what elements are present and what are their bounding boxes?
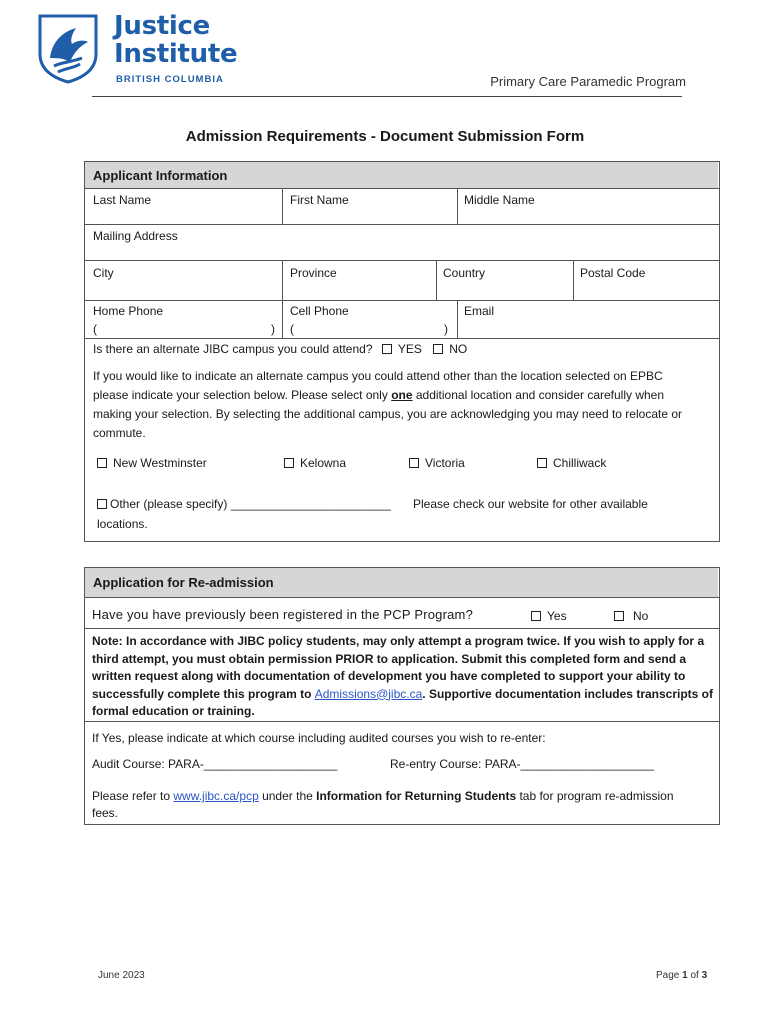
logo-text-institute: Institute bbox=[114, 39, 238, 69]
campus-option-new-westminster[interactable] bbox=[97, 456, 207, 470]
note-line: formal education or training. bbox=[92, 704, 255, 718]
yes-label: YES bbox=[397, 342, 422, 356]
campus-option-chilliwack[interactable] bbox=[537, 456, 606, 470]
refer-text bbox=[92, 788, 712, 822]
cell-phone-open-paren: ( bbox=[290, 322, 294, 336]
page-total: 3 bbox=[701, 970, 708, 981]
instruction-line: making your selection. By selecting the additional campus, you are acknowledging you may need to relocate or bbox=[93, 407, 683, 421]
divider bbox=[85, 721, 719, 722]
postal-code-field[interactable]: Postal Code bbox=[580, 266, 646, 280]
readmission-yes-option[interactable] bbox=[531, 609, 567, 623]
cell-phone-field[interactable]: Cell Phone bbox=[290, 304, 349, 318]
city-field[interactable]: City bbox=[93, 266, 114, 280]
note-line: written request along with documentation of development you have completed to support your ability to bbox=[92, 669, 686, 683]
course-question: If Yes, please indicate at which course including audited courses you wish to re-enter: bbox=[92, 731, 546, 745]
yes-label: Yes bbox=[547, 609, 567, 623]
admissions-email-link[interactable]: Admissions@jibc.ca bbox=[314, 686, 423, 701]
checkbox-icon[interactable] bbox=[97, 458, 107, 468]
checkbox-icon[interactable] bbox=[531, 611, 541, 621]
page-title: Admission Requirements - Document Submission Form bbox=[185, 128, 585, 145]
last-name-field[interactable]: Last Name bbox=[93, 193, 152, 207]
checkbox-icon[interactable] bbox=[284, 458, 294, 468]
refer-text-part: Please refer to bbox=[92, 789, 174, 803]
instruction-line bbox=[93, 386, 713, 405]
instruction-text: please indicate your selection below. Please select only bbox=[93, 388, 392, 402]
divider bbox=[85, 338, 719, 339]
readmission-question: Have you have previously been registered in the PCP Program? bbox=[92, 607, 474, 622]
campus-option-kelowna[interactable] bbox=[284, 456, 346, 470]
home-phone-close-paren: ) bbox=[271, 322, 275, 336]
instruction-line: If you would like to indicate an alternate campus you could attend other than the location selected on EPBC bbox=[93, 369, 663, 383]
country-field[interactable]: Country bbox=[443, 266, 486, 280]
refer-text-part: under the bbox=[258, 789, 317, 803]
policy-note bbox=[92, 633, 714, 721]
header-divider bbox=[92, 96, 682, 97]
divider bbox=[85, 300, 719, 301]
campus-label: Chilliwack bbox=[553, 456, 607, 470]
page-number bbox=[656, 970, 707, 981]
page-prefix: Page bbox=[656, 970, 683, 981]
other-note-line2: locations. bbox=[97, 517, 148, 531]
divider bbox=[85, 224, 719, 225]
mailing-address-field[interactable]: Mailing Address bbox=[93, 229, 178, 243]
note-text: . Supportive documentation includes transcripts of bbox=[422, 686, 713, 701]
divider bbox=[85, 260, 719, 261]
checkbox-icon[interactable] bbox=[97, 499, 107, 509]
divider bbox=[85, 188, 719, 189]
reentry-course-field[interactable]: Re-entry Course: PARA-____________________ bbox=[390, 757, 654, 771]
divider bbox=[85, 597, 719, 598]
instruction-line: commute. bbox=[93, 426, 146, 440]
note-text: successfully complete this program to bbox=[92, 686, 315, 701]
checkbox-icon[interactable] bbox=[409, 458, 419, 468]
home-phone-field[interactable]: Home Phone bbox=[93, 304, 164, 318]
program-name: Primary Care Paramedic Program bbox=[490, 74, 686, 89]
page-of: of bbox=[687, 970, 702, 981]
cell-phone-close-paren: ) bbox=[444, 322, 448, 336]
pcp-website-link[interactable]: www.jibc.ca/pcp bbox=[173, 789, 259, 803]
no-checkbox[interactable] bbox=[433, 344, 443, 354]
instruction-text: additional location and consider carefully when bbox=[412, 388, 665, 402]
no-label: No bbox=[633, 609, 649, 623]
refer-line: fees. bbox=[92, 806, 119, 820]
campus-option-victoria[interactable] bbox=[409, 456, 465, 470]
question-text: Is there an alternate JIBC campus you could attend? bbox=[93, 342, 373, 356]
page-current: 1 bbox=[682, 970, 688, 981]
other-label: Other (please specify) ________________________ bbox=[110, 497, 391, 511]
divider bbox=[457, 188, 458, 224]
yes-checkbox[interactable] bbox=[382, 344, 392, 354]
audit-course-field[interactable]: Audit Course: PARA-____________________ bbox=[92, 757, 338, 771]
note-line: Note: In accordance with JIBC policy students, may only attempt a program twice. If you wish to apply for a bbox=[92, 634, 705, 648]
province-field[interactable]: Province bbox=[290, 266, 337, 280]
other-note: Please check our website for other available bbox=[413, 497, 648, 511]
alt-campus-instructions bbox=[93, 367, 713, 443]
jibc-logo-icon bbox=[36, 14, 100, 84]
logo-text-bc: BRITISH COLUMBIA bbox=[116, 74, 224, 85]
divider bbox=[282, 260, 283, 300]
logo-text-justice: Justice bbox=[114, 11, 210, 41]
divider bbox=[573, 260, 574, 300]
note-line: third attempt, you must obtain permission PRIOR to application. Submit this completed form and send a bbox=[92, 651, 687, 666]
alt-campus-question bbox=[93, 342, 467, 356]
middle-name-field[interactable]: Middle Name bbox=[464, 193, 535, 207]
no-label: NO bbox=[449, 342, 468, 356]
first-name-field[interactable]: First Name bbox=[290, 193, 349, 207]
section-title: Application for Re-admission bbox=[93, 575, 274, 590]
returning-students-emphasis: Information for Returning Students bbox=[316, 789, 517, 803]
emphasis-one: one bbox=[391, 388, 413, 402]
divider bbox=[457, 300, 458, 338]
refer-text-part: tab for program re-admission bbox=[516, 789, 674, 803]
divider bbox=[282, 300, 283, 338]
refer-line bbox=[92, 788, 712, 805]
home-phone-open-paren: ( bbox=[93, 322, 97, 336]
footer-date: June 2023 bbox=[98, 970, 145, 981]
section-title: Applicant Information bbox=[93, 168, 228, 183]
campus-option-other[interactable] bbox=[97, 497, 391, 511]
campus-label: Kelowna bbox=[300, 456, 347, 470]
campus-label: Victoria bbox=[425, 456, 465, 470]
divider bbox=[85, 628, 719, 629]
campus-label: New Westminster bbox=[113, 456, 207, 470]
divider bbox=[282, 188, 283, 224]
checkbox-icon[interactable] bbox=[614, 611, 624, 621]
divider bbox=[436, 260, 437, 300]
readmission-no-option[interactable] bbox=[614, 609, 648, 623]
checkbox-icon[interactable] bbox=[537, 458, 547, 468]
email-field[interactable]: Email bbox=[464, 304, 495, 318]
note-line bbox=[92, 686, 714, 704]
